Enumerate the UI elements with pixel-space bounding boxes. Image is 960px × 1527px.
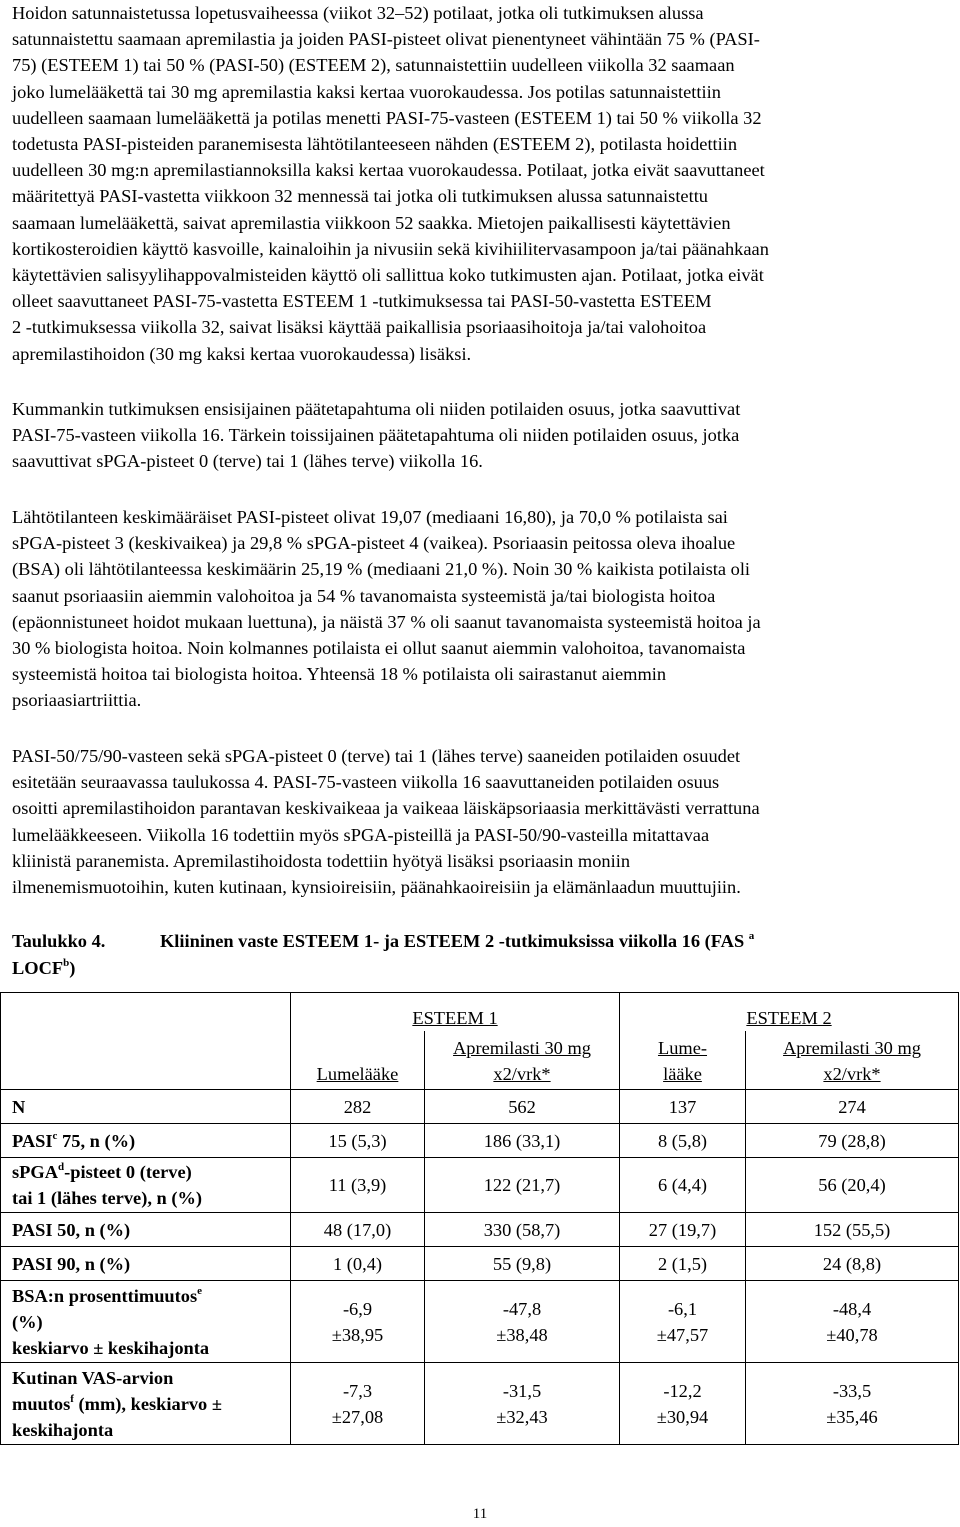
row-label-text: PASI — [12, 1130, 53, 1151]
footnote-marker: b — [63, 957, 70, 969]
row-label-text: Kutinan VAS-arvion — [12, 1367, 174, 1388]
table-row-label — [1, 1281, 291, 1363]
arm-label-line: x2/vrk* — [493, 1064, 551, 1084]
text-line: käytettävien salisyylihappovalmisteiden käyttö oli sallittua koko tutkimusten ajan. Potilaat, jotka eivät — [12, 265, 764, 286]
text-line: (epäonnistuneet hoidot mukaan luettuna), ja näistä 37 % oli saanut tavanomaista systeemistä hoitoa ja — [12, 611, 761, 632]
table-header-arm — [425, 1031, 620, 1090]
text-line: (BSA) oli lähtötilanteessa keskimäärin 25,19 % (mediaani 21,0 %). Noin 30 % kaikista potilaista oli — [12, 559, 751, 580]
table-header-arm — [291, 1031, 425, 1090]
cell-line: -6,1 — [667, 1298, 698, 1319]
table-caption-title-cont: LOCF — [12, 958, 64, 978]
text-line: systeemistä hoitoa tai biologista hoitoa. Yhteensä 18 % potilaista oli sairastanut aiemmin — [12, 664, 667, 685]
cell-line: -33,5 — [832, 1380, 872, 1401]
table-header-empty — [1, 993, 291, 1032]
footnote-marker: f — [70, 1392, 74, 1405]
text-line: lumelääkkeeseen. Viikolla 16 todettiin myös sPGA-pisteillä ja PASI-50/90-vasteilla mitattavaa — [12, 824, 710, 845]
row-label-text: 75, n (%) — [62, 1130, 136, 1151]
page-number: 11 — [472, 1506, 488, 1522]
table-row-label — [1, 1158, 291, 1213]
table-cell: 152 (55,5) — [746, 1213, 959, 1247]
text-line: saanut psoriaasiin aiemmin valohoitoa ja 54 % tavanomaista systeemistä ja/tai biologista hoitoa — [12, 585, 716, 606]
paragraph-randomized-withdrawal — [12, 0, 948, 367]
table-header-study: ESTEEM 2 — [620, 993, 959, 1032]
cell-line: ±27,08 — [331, 1406, 384, 1427]
cell-line: ±38,95 — [331, 1324, 384, 1345]
text-line: ilmenemismuotoihin, kuten kutinaan, kynsioireisiin, päänahkaoireisiin ja elämänlaadun muuttujiin. — [12, 877, 741, 898]
row-label-text: tai 1 (lähes terve), n (%) — [12, 1188, 202, 1208]
paragraph-baseline — [12, 504, 948, 714]
table-header-study: ESTEEM 1 — [291, 993, 620, 1032]
table-cell: 274 — [746, 1090, 959, 1124]
text-line: 30 % biologista hoitoa. Noin kolmannes potilaista ei ollut saanut aiemmin valohoitoa, tavanomaista — [12, 638, 746, 659]
text-line: kortikosteroidien käyttö kasvoille, kainaloihin ja nivusiin sekä kivihiilitervasampoon ja/tai päänahkaan — [12, 238, 769, 259]
paragraph-endpoints — [12, 396, 948, 475]
text-line: PASI-50/75/90-vasteen sekä sPGA-pisteet 0 (terve) tai 1 (lähes terve) saaneiden potilaiden osuudet — [12, 746, 741, 766]
table-row — [1, 1158, 959, 1213]
table-cell: 27 (19,7) — [620, 1213, 746, 1247]
arm-label-line: Apremilasti 30 mg — [783, 1038, 921, 1058]
row-label-text: -pisteet 0 (terve) — [64, 1162, 192, 1182]
row-label-text: keskiarvo ± keskihajonta — [12, 1337, 210, 1358]
table-cell: 56 (20,4) — [746, 1158, 959, 1213]
table-cell: 562 — [425, 1090, 620, 1124]
row-label-text: keskihajonta — [12, 1419, 114, 1440]
cell-line: -47,8 — [502, 1298, 542, 1319]
table-cell: 79 (28,8) — [746, 1124, 959, 1158]
text-line: todetusta PASI-pisteiden paranemisesta lähtötilanteeseen nähden (ESTEEM 2), potilasta hoidettiin — [12, 134, 738, 155]
text-line: määritettyä PASI-vastetta viikkoon 32 mennessä tai jotka oli tutkimuksen alussa satunnaistettu — [12, 186, 709, 207]
table-cell: 48 (17,0) — [291, 1213, 425, 1247]
text-line: uudelleen saamaan lumelääkettä ja potilas menetti PASI-75-vasteen (ESTEEM 1) tai 50 % viikolla 32 — [12, 107, 762, 128]
text-line: Kummankin tutkimuksen ensisijainen päätetapahtuma oli niiden potilaiden osuus, jotka saavuttivat — [12, 399, 741, 419]
table-cell — [746, 1281, 959, 1363]
cell-line: -48,4 — [832, 1298, 872, 1319]
table-cell: 1 (0,4) — [291, 1247, 425, 1281]
cell-line: ±32,43 — [496, 1406, 548, 1427]
arm-label-line: x2/vrk* — [823, 1064, 881, 1084]
text-line: 2 -tutkimuksessa viikolla 32, saivat lisäksi käyttää paikallisia psoriaasihoitoja ja/tai valohoitoa — [12, 317, 707, 338]
text-line: saamaan lumelääkettä, saivat apremilastia viikkoon 52 saakka. Mietojen paikallisesti käytettävien — [12, 212, 731, 233]
table-caption-label: Taulukko 4. — [12, 931, 106, 951]
table-row — [1, 1213, 959, 1247]
table-cell: 137 — [620, 1090, 746, 1124]
text-line: psoriaasiartriittia. — [12, 690, 142, 711]
clinical-response-table — [0, 992, 959, 1445]
table-cell: 330 (58,7) — [425, 1213, 620, 1247]
table-header-arm — [746, 1031, 959, 1090]
table-row — [1, 1124, 959, 1158]
table-cell: 186 (33,1) — [425, 1124, 620, 1158]
footnote-marker: e — [197, 1284, 203, 1297]
arm-label-line: Apremilasti 30 mg — [453, 1038, 591, 1058]
table-cell: 55 (9,8) — [425, 1247, 620, 1281]
footnote-marker: d — [57, 1161, 65, 1173]
table-row — [1, 1090, 959, 1124]
table-caption — [12, 928, 948, 982]
row-label-text: PASI 90, n (%) — [12, 1253, 131, 1274]
arm-label-line: Lumelääke — [316, 1064, 399, 1084]
table-cell — [425, 1363, 620, 1445]
table-header-empty — [1, 1031, 291, 1090]
table-row-label — [1, 1124, 291, 1158]
table-caption-title: Kliininen vaste ESTEEM 1- ja ESTEEM 2 -tutkimuksissa viikolla 16 (FAS — [160, 931, 745, 951]
text-line: 75) (ESTEEM 1) tai 50 % (PASI-50) (ESTEEM 2), satunnaistettiin uudelleen viikolla 32 saamaan — [12, 55, 735, 76]
table-header-arm — [620, 1031, 746, 1090]
table-cell: 8 (5,8) — [620, 1124, 746, 1158]
cell-line: ±30,94 — [656, 1406, 709, 1427]
table-cell: 2 (1,5) — [620, 1247, 746, 1281]
cell-line: ±38,48 — [496, 1324, 548, 1345]
row-label-text: sPGA — [12, 1162, 58, 1182]
table-row-label — [1, 1090, 291, 1124]
cell-line: -6,9 — [342, 1298, 373, 1319]
text-line: Lähtötilanteen keskimääräiset PASI-pisteet olivat 19,07 (mediaani 16,80), ja 70,0 % potilaista sai — [12, 507, 728, 527]
table-cell — [291, 1281, 425, 1363]
table-cell: 282 — [291, 1090, 425, 1124]
text-line: apremilastihoidon (30 mg kaksi kertaa vuorokaudessa) lisäksi. — [12, 343, 472, 364]
cell-line: ±35,46 — [826, 1406, 878, 1427]
table-cell — [746, 1363, 959, 1445]
table-cell: 24 (8,8) — [746, 1247, 959, 1281]
table-row-label — [1, 1247, 291, 1281]
table-cell — [291, 1363, 425, 1445]
table-cell: 11 (3,9) — [291, 1158, 425, 1213]
footnote-marker: c — [52, 1129, 58, 1142]
table-row — [1, 1247, 959, 1281]
text-line: osoitti apremilastihoidon parantavan keskivaikeaa ja vaikeaa läiskäpsoriaasia merkittävästi verrattuna — [12, 798, 760, 819]
table-header-row-arms — [1, 1031, 959, 1090]
table-caption-close: ) — [69, 958, 76, 978]
row-label-text: N — [12, 1096, 26, 1117]
text-line: sPGA-pisteet 3 (keskivaikea) ja 29,8 % sPGA-pisteet 4 (vaikea). Psoriaasin peitossa oleva ihoalue — [12, 533, 736, 554]
table-row — [1, 1281, 959, 1363]
text-line: esitetään seuraavassa taulukossa 4. PASI-75-vasteen viikolla 16 saavuttaneiden potilaiden osuus — [12, 772, 720, 793]
table-cell: 122 (21,7) — [425, 1158, 620, 1213]
table-cell — [620, 1281, 746, 1363]
text-line: kliinistä paranemista. Apremilastihoidosta todettiin hyötyä lisäksi psoriaasin moniin — [12, 850, 631, 871]
arm-label-line: lääke — [663, 1064, 702, 1084]
text-line: olleet saavuttaneet PASI-75-vastetta ESTEEM 1 -tutkimuksessa tai PASI-50-vastetta ESTEEM — [12, 291, 712, 312]
table-cell: 15 (5,3) — [291, 1124, 425, 1158]
row-label-text: muutos — [12, 1393, 71, 1414]
cell-line: ±40,78 — [826, 1324, 878, 1345]
cell-line: -7,3 — [342, 1380, 373, 1401]
table-row-label — [1, 1213, 291, 1247]
row-label-text: PASI 50, n (%) — [12, 1219, 131, 1240]
cell-line: -12,2 — [663, 1380, 702, 1401]
cell-line: -31,5 — [502, 1380, 542, 1401]
text-line: Hoidon satunnaistetussa lopetusvaiheessa (viikot 32–52) potilaat, jotka oli tutkimuksen alussa — [12, 3, 704, 23]
table-header-row-studies — [1, 993, 959, 1032]
paragraph-response-summary — [12, 743, 948, 900]
table-cell — [620, 1363, 746, 1445]
table-row-label — [1, 1363, 291, 1445]
footnote-marker: a — [748, 930, 755, 942]
arm-label-line: Lume- — [657, 1038, 708, 1058]
row-label-text: BSA:n prosenttimuutos — [12, 1285, 198, 1306]
text-line: uudelleen 30 mg:n apremilastiannoksilla kaksi kertaa vuorokaudessa. Potilaat, jotka eivät saavuttaneet — [12, 160, 765, 181]
table-cell: 6 (4,4) — [620, 1158, 746, 1213]
text-line: satunnaistettu saamaan apremilastia ja joiden PASI-pisteet olivat pienentyneet vähintään 75 % (PASI- — [12, 29, 760, 50]
table-row — [1, 1363, 959, 1445]
row-label-text: (%) — [12, 1311, 43, 1332]
table-cell — [425, 1281, 620, 1363]
text-line: PASI-75-vasteen viikolla 16. Tärkein toissijainen päätetapahtuma oli niiden potilaiden osuus, jotka — [12, 425, 740, 446]
text-line: saavuttivat sPGA-pisteet 0 (terve) tai 1 (lähes terve) viikolla 16. — [12, 451, 483, 472]
row-label-text: (mm), keskiarvo ± — [73, 1393, 222, 1414]
cell-line: ±47,57 — [656, 1324, 709, 1345]
text-line: joko lumelääkettä tai 30 mg apremilastia kaksi kertaa vuorokaudessa. Jos potilas satunnaistettiin — [12, 81, 721, 102]
